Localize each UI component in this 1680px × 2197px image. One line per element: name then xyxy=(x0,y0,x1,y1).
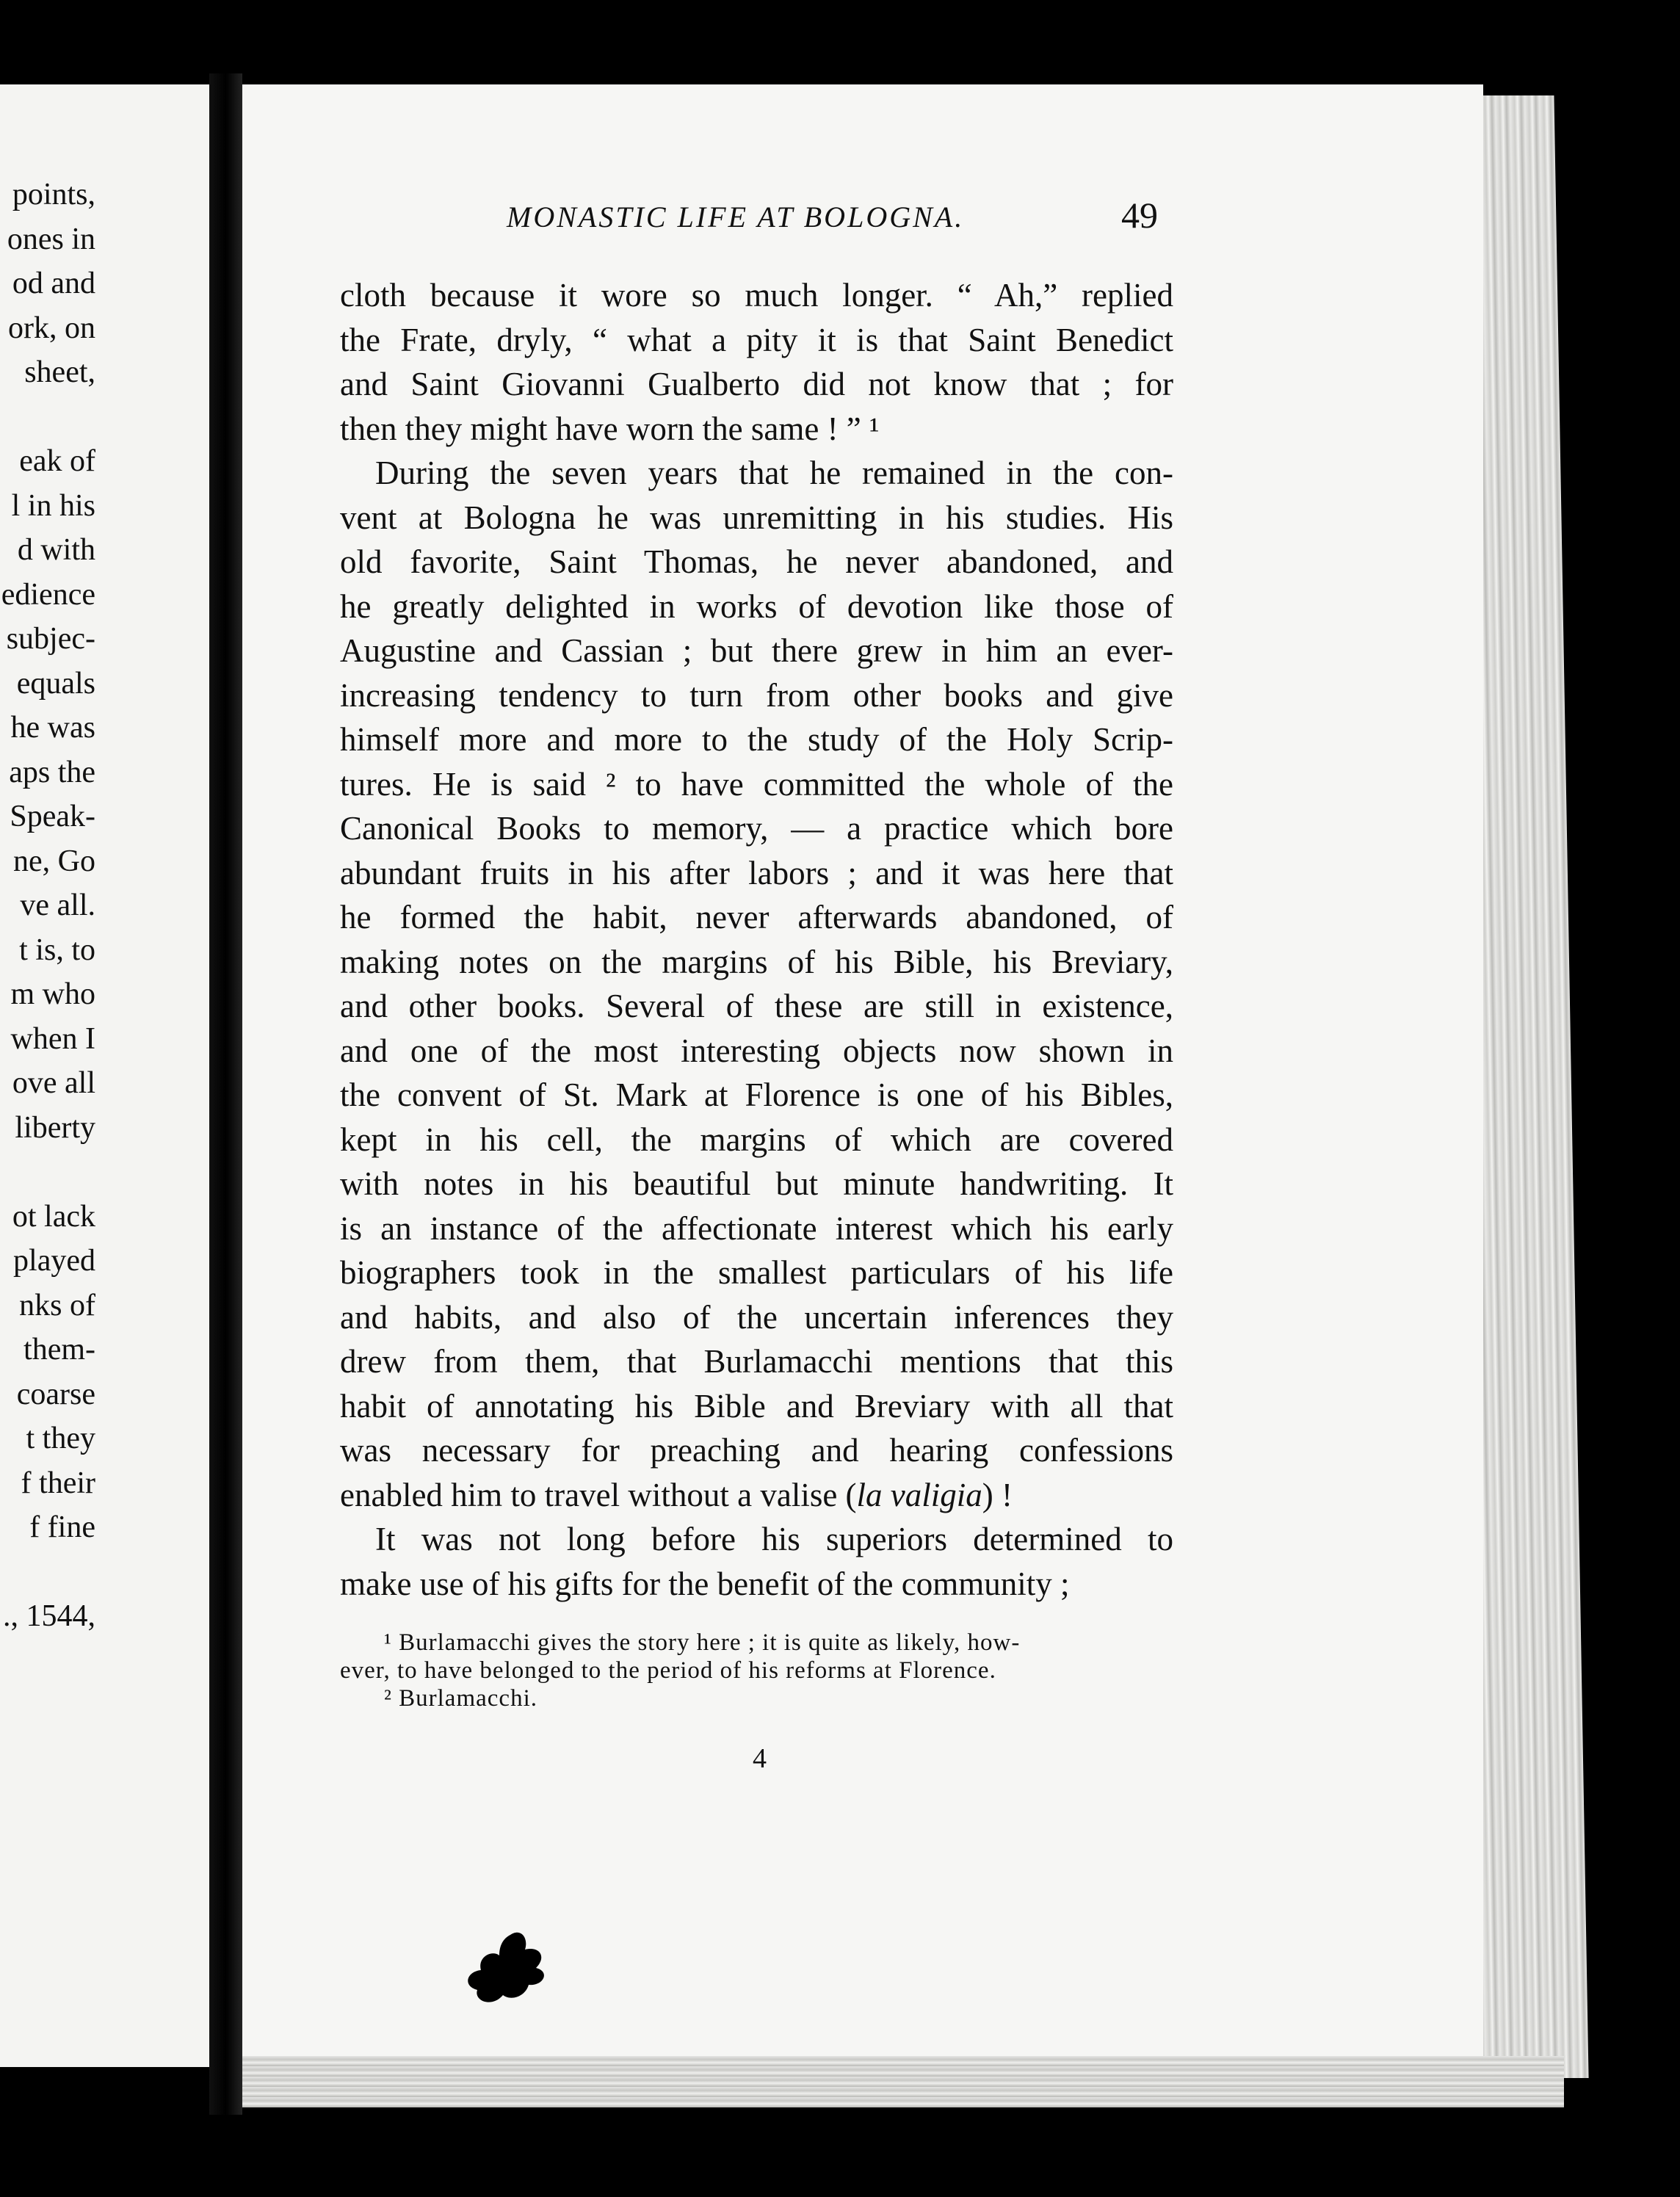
left-page-line: aps the xyxy=(9,755,95,789)
body-line: During the seven years that he remained in the con- xyxy=(375,455,1173,491)
body-line: enabled him to travel without a valise (la valigia) ! xyxy=(340,1476,1013,1513)
book-gutter xyxy=(209,73,242,2115)
left-page-line: equals xyxy=(16,666,95,701)
left-page-line: t they xyxy=(26,1422,95,1455)
left-page-line: played xyxy=(13,1244,95,1278)
body-line: and habits, and also of the uncertain inferences they xyxy=(340,1298,1173,1336)
footnote-2: ² Burlamacchi. xyxy=(384,1685,537,1712)
left-page-line: when I xyxy=(10,1021,95,1056)
body-line: and one of the most interesting objects now shown in xyxy=(340,1032,1173,1069)
body-line: cloth because it wore so much longer. “ Ah,” replied xyxy=(340,277,1173,314)
body-line: Canonical Books to memory, — a practice which bore xyxy=(340,810,1173,847)
left-page-line: liberty xyxy=(15,1110,95,1145)
left-page-line: ne, Go xyxy=(13,844,95,878)
left-page-line: ot lack xyxy=(12,1199,95,1234)
footnote-1-line-2: ever, to have belonged to the period of his reforms at Florence. xyxy=(340,1657,996,1684)
body-line: tures. He is said ² to have committed the whole of the xyxy=(340,765,1173,803)
footnotes xyxy=(340,1629,1162,1712)
body-line: drew from them, that Burlamacchi mentions that this xyxy=(340,1343,1173,1380)
left-page-line: sheet, xyxy=(24,355,95,389)
body-line: Augustine and Cassian ; but there grew in him an ever- xyxy=(340,632,1173,669)
left-page-line: f fine xyxy=(29,1510,95,1544)
page-number: 49 xyxy=(1121,195,1158,236)
left-page-line: d with xyxy=(17,533,95,567)
left-page-line: f their xyxy=(21,1466,95,1500)
body-line: biographers took in the smallest particulars of his life xyxy=(340,1254,1173,1291)
body-line: himself more and more to the study of the Holy Scrip- xyxy=(340,721,1173,758)
left-page-line: t is, to xyxy=(19,933,95,967)
body-line: then they might have worn the same ! ” ¹ xyxy=(340,410,880,447)
left-page-line: ork, on xyxy=(8,311,95,345)
footnote-1-line-1: ¹ Burlamacchi gives the story here ; it is quite as likely, how- xyxy=(384,1629,1021,1656)
left-page-line: them- xyxy=(23,1333,95,1367)
body-line: make use of his gifts for the benefit of the community ; xyxy=(340,1565,1070,1602)
left-page-line: points, xyxy=(12,178,95,211)
left-page-line: m who xyxy=(10,977,95,1011)
left-page-line: nks of xyxy=(19,1288,95,1322)
body-line: vent at Bologna he was unremitting in his studies. His xyxy=(340,499,1173,536)
body-line: the convent of St. Mark at Florence is one of his Bibles, xyxy=(340,1076,1173,1113)
body-line: is an instance of the affectionate interest which his early xyxy=(340,1209,1173,1247)
body-line: old favorite, Saint Thomas, he never abandoned, and xyxy=(340,543,1173,580)
body-line: he greatly delighted in works of devotion like those of xyxy=(340,587,1173,625)
left-page-line: ve all. xyxy=(20,888,95,922)
body-line: with notes in his beautiful but minute handwriting. It xyxy=(340,1165,1173,1202)
body-line: increasing tendency to turn from other books and give xyxy=(340,676,1173,714)
body-line: It was not long before his superiors determined to xyxy=(375,1521,1173,1557)
left-page-line: l in his xyxy=(11,488,95,523)
body-line: habit of annotating his Bible and Breviary with all that xyxy=(340,1387,1173,1425)
body-text xyxy=(340,273,1173,1606)
left-page-line: ove all xyxy=(12,1066,95,1100)
body-line: was necessary for preaching and hearing confessions xyxy=(340,1432,1173,1469)
left-page-line: edience xyxy=(1,577,95,612)
body-line: and Saint Giovanni Gualberto did not know that ; for xyxy=(340,366,1173,402)
ink-blot xyxy=(459,1928,569,2030)
body-line: making notes on the margins of his Bible, his Breviary, xyxy=(340,943,1173,980)
left-page-line: subjec- xyxy=(6,622,95,656)
signature-mark: 4 xyxy=(753,1743,767,1774)
running-head: MONASTIC LIFE AT BOLOGNA. xyxy=(507,200,965,234)
left-page-line: ones in xyxy=(7,222,95,256)
body-line: he formed the habit, never afterwards abandoned, of xyxy=(340,899,1173,935)
left-page-line: od and xyxy=(12,267,95,300)
body-line: and other books. Several of these are still in existence, xyxy=(340,988,1173,1024)
body-line: kept in his cell, the margins of which are covered xyxy=(340,1121,1173,1158)
page-edges-bottom xyxy=(242,2056,1564,2107)
body-line: abundant fruits in his after labors ; and it was here that xyxy=(340,854,1173,891)
left-page-line: eak of xyxy=(19,444,95,478)
left-page-line: Speak- xyxy=(10,800,95,833)
left-page-text-fragments xyxy=(0,173,95,1715)
body-line: the Frate, dryly, “ what a pity it is that Saint Benedict xyxy=(340,321,1173,358)
left-page-line: he was xyxy=(10,711,95,745)
left-page-line: ., 1544, xyxy=(3,1599,95,1633)
left-page-line: coarse xyxy=(16,1377,95,1411)
